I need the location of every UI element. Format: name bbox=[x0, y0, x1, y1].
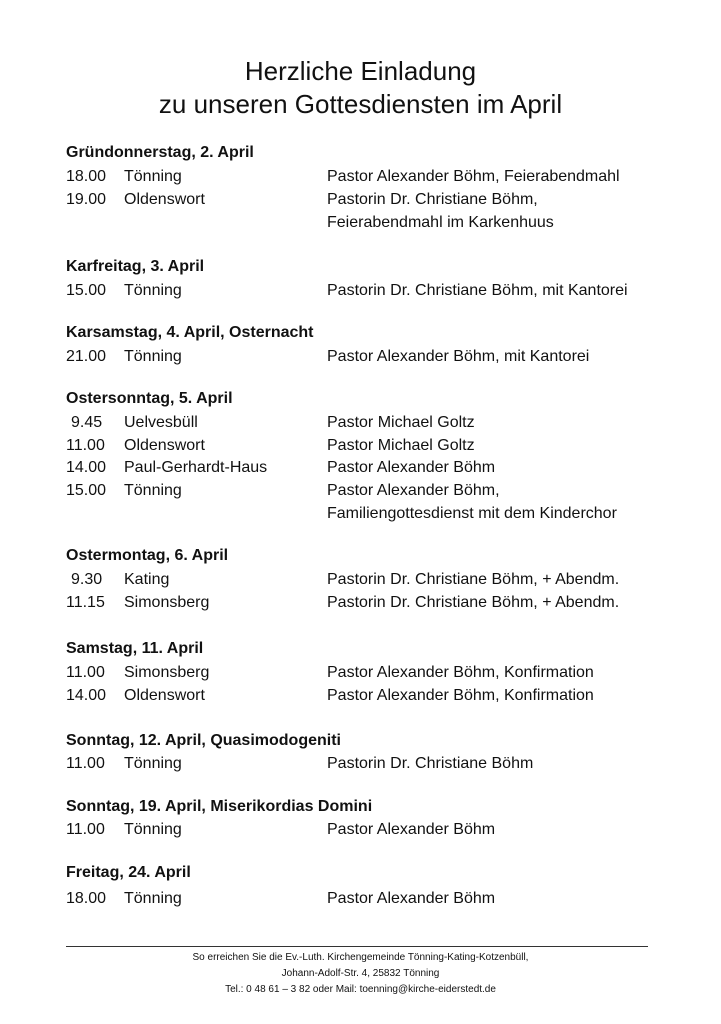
service-details: Feierabendmahl im Karkenhuus bbox=[327, 214, 554, 231]
service-time: 14.00 bbox=[66, 687, 107, 704]
service-entry bbox=[0, 189, 721, 211]
service-details: Pastor Alexander Böhm bbox=[327, 821, 496, 838]
service-time: 11.00 bbox=[66, 664, 105, 681]
service-time: 11.15 bbox=[66, 594, 105, 611]
service-entry bbox=[0, 685, 721, 707]
title-line-2: zu unseren Gottesdiensten im April bbox=[158, 89, 563, 119]
service-time: 21.00 bbox=[66, 348, 107, 365]
service-details: Pastorin Dr. Christiane Böhm, + Abendm. bbox=[327, 594, 620, 611]
service-entry bbox=[0, 569, 721, 591]
service-time: 15.00 bbox=[66, 482, 107, 499]
service-details: Pastorin Dr. Christiane Böhm, bbox=[327, 191, 538, 208]
service-location: Tönning bbox=[124, 168, 182, 185]
footer-line-3: Tel.: 0 48 61 – 3 82 oder Mail: toenning@kirche-eiderstedt.de bbox=[225, 984, 496, 995]
day-heading: Karsamstag, 4. April, Osternacht bbox=[66, 324, 314, 341]
footer-line-2: Johann-Adolf-Str. 4, 25832 Tönning bbox=[281, 968, 440, 979]
service-location: Uelvesbüll bbox=[124, 414, 198, 431]
day-heading: Ostermontag, 6. April bbox=[66, 547, 229, 564]
service-details: Pastor Alexander Böhm, Konfirmation bbox=[327, 664, 594, 681]
service-entry bbox=[0, 888, 721, 910]
service-details: Pastor Alexander Böhm, Konfirmation bbox=[327, 687, 594, 704]
service-location: Tönning bbox=[124, 890, 182, 907]
service-details: Pastorin Dr. Christiane Böhm, mit Kantorei bbox=[327, 282, 628, 299]
service-location: Simonsberg bbox=[124, 664, 210, 681]
service-time: 19.00 bbox=[66, 191, 107, 208]
title-line-1: Herzliche Einladung bbox=[244, 56, 477, 86]
day-heading: Karfreitag, 3. April bbox=[66, 258, 205, 275]
service-location: Oldenswort bbox=[124, 687, 205, 704]
service-location: Paul-Gerhardt-Haus bbox=[124, 459, 268, 476]
service-details: Pastor Alexander Böhm, mit Kantorei bbox=[327, 348, 590, 365]
service-details: Pastor Alexander Böhm bbox=[327, 459, 496, 476]
service-entry bbox=[0, 503, 721, 525]
service-details: Pastor Michael Goltz bbox=[327, 414, 475, 431]
service-location: Oldenswort bbox=[124, 191, 205, 208]
service-entry bbox=[0, 457, 721, 479]
service-details: Pastor Michael Goltz bbox=[327, 437, 475, 454]
day-heading: Samstag, 11. April bbox=[66, 640, 204, 657]
service-time: 9.30 bbox=[71, 571, 103, 588]
service-time: 11.00 bbox=[66, 437, 105, 454]
service-details: Pastorin Dr. Christiane Böhm bbox=[327, 755, 534, 772]
service-details: Pastor Alexander Böhm, Feierabendmahl bbox=[327, 168, 620, 185]
service-time: 18.00 bbox=[66, 168, 107, 185]
day-heading: Gründonnerstag, 2. April bbox=[66, 144, 254, 161]
service-location: Simonsberg bbox=[124, 594, 210, 611]
service-time: 15.00 bbox=[66, 282, 107, 299]
service-entry bbox=[0, 662, 721, 684]
service-time: 11.00 bbox=[66, 755, 105, 772]
service-entry bbox=[0, 480, 721, 502]
service-entry bbox=[0, 753, 721, 775]
service-location: Kating bbox=[124, 571, 170, 588]
footer-line-1: So erreichen Sie die Ev.-Luth. Kirchengemeinde Tönning-Kating-Kotzenbüll, bbox=[192, 952, 529, 963]
service-location: Tönning bbox=[124, 821, 182, 838]
service-entry bbox=[0, 280, 721, 302]
service-entry bbox=[0, 346, 721, 368]
service-entry bbox=[0, 412, 721, 434]
service-location: Tönning bbox=[124, 348, 182, 365]
service-location: Tönning bbox=[124, 482, 182, 499]
service-entry bbox=[0, 166, 721, 188]
service-time: 9.45 bbox=[71, 414, 103, 431]
service-time: 14.00 bbox=[66, 459, 107, 476]
day-heading: Ostersonntag, 5. April bbox=[66, 390, 233, 407]
day-heading: Sonntag, 19. April, Miserikordias Domini bbox=[66, 798, 373, 815]
day-heading: Sonntag, 12. April, Quasimodogeniti bbox=[66, 732, 341, 749]
service-entry bbox=[0, 592, 721, 614]
footer-divider bbox=[66, 946, 648, 947]
service-entry bbox=[0, 435, 721, 457]
service-entry bbox=[0, 212, 721, 234]
service-time: 11.00 bbox=[66, 821, 105, 838]
service-details: Familiengottesdienst mit dem Kinderchor bbox=[327, 505, 617, 522]
service-location: Tönning bbox=[124, 755, 182, 772]
service-location: Oldenswort bbox=[124, 437, 205, 454]
service-location: Tönning bbox=[124, 282, 182, 299]
service-details: Pastor Alexander Böhm bbox=[327, 890, 496, 907]
service-time: 18.00 bbox=[66, 890, 107, 907]
service-details: Pastorin Dr. Christiane Böhm, + Abendm. bbox=[327, 571, 620, 588]
service-details: Pastor Alexander Böhm, bbox=[327, 482, 500, 499]
service-entry bbox=[0, 819, 721, 841]
day-heading: Freitag, 24. April bbox=[66, 864, 191, 881]
